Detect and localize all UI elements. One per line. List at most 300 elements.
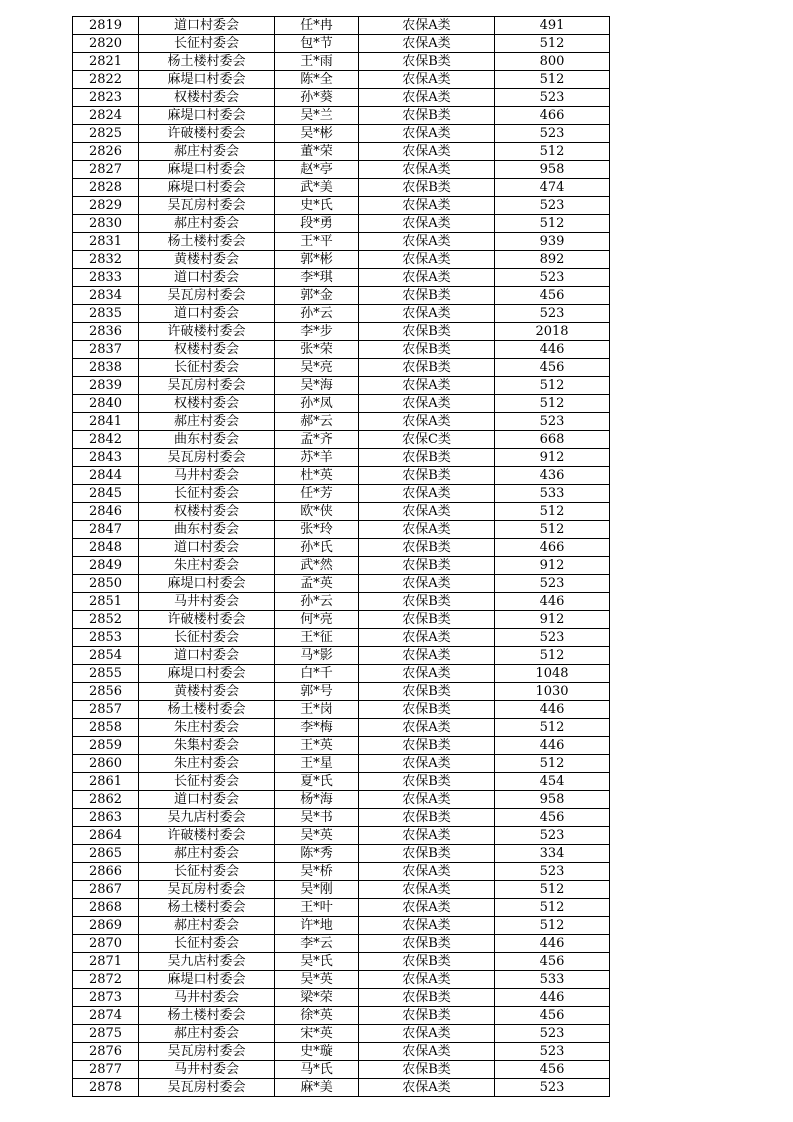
data-table-container: [72, 16, 609, 1097]
person-name-cell: 王*星: [275, 755, 359, 773]
village-committee-cell: 郝庄村委会: [139, 845, 275, 863]
amount-cell: 456: [495, 809, 610, 827]
row-number-cell: 2820: [73, 35, 139, 53]
amount-cell: 523: [495, 827, 610, 845]
person-name-cell: 吴*桥: [275, 863, 359, 881]
table-row: [73, 665, 610, 683]
amount-cell: 512: [495, 647, 610, 665]
row-number-cell: 2856: [73, 683, 139, 701]
insurance-type-cell: 农保B类: [359, 323, 495, 341]
person-name-cell: 杨*海: [275, 791, 359, 809]
amount-cell: 523: [495, 89, 610, 107]
amount-cell: 491: [495, 17, 610, 35]
village-committee-cell: 吴瓦房村委会: [139, 449, 275, 467]
row-number-cell: 2819: [73, 17, 139, 35]
row-number-cell: 2822: [73, 71, 139, 89]
row-number-cell: 2840: [73, 395, 139, 413]
insurance-type-cell: 农保A类: [359, 647, 495, 665]
row-number-cell: 2853: [73, 629, 139, 647]
insurance-type-cell: 农保A类: [359, 89, 495, 107]
table-row: [73, 449, 610, 467]
person-name-cell: 李*梅: [275, 719, 359, 737]
table-row: [73, 593, 610, 611]
table-row: [73, 719, 610, 737]
insurance-type-cell: 农保A类: [359, 377, 495, 395]
village-committee-cell: 朱集村委会: [139, 737, 275, 755]
person-name-cell: 孙*氏: [275, 539, 359, 557]
row-number-cell: 2862: [73, 791, 139, 809]
person-name-cell: 陈*全: [275, 71, 359, 89]
table-row: [73, 71, 610, 89]
insurance-type-cell: 农保B类: [359, 53, 495, 71]
amount-cell: 474: [495, 179, 610, 197]
amount-cell: 958: [495, 161, 610, 179]
table-row: [73, 341, 610, 359]
row-number-cell: 2838: [73, 359, 139, 377]
row-number-cell: 2825: [73, 125, 139, 143]
table-row: [73, 125, 610, 143]
table-row: [73, 881, 610, 899]
insurance-type-cell: 农保A类: [359, 827, 495, 845]
table-row: [73, 17, 610, 35]
insurance-type-cell: 农保A类: [359, 881, 495, 899]
village-committee-cell: 马井村委会: [139, 989, 275, 1007]
village-committee-cell: 长征村委会: [139, 485, 275, 503]
village-committee-cell: 马井村委会: [139, 467, 275, 485]
insurance-type-cell: 农保B类: [359, 809, 495, 827]
person-name-cell: 杜*英: [275, 467, 359, 485]
village-committee-cell: 马井村委会: [139, 593, 275, 611]
row-number-cell: 2869: [73, 917, 139, 935]
person-name-cell: 苏*羊: [275, 449, 359, 467]
person-name-cell: 史*璇: [275, 1043, 359, 1061]
insurance-type-cell: 农保A类: [359, 899, 495, 917]
amount-cell: 456: [495, 287, 610, 305]
amount-cell: 668: [495, 431, 610, 449]
table-row: [73, 107, 610, 125]
row-number-cell: 2834: [73, 287, 139, 305]
village-committee-cell: 道口村委会: [139, 269, 275, 287]
table-row: [73, 89, 610, 107]
amount-cell: 512: [495, 143, 610, 161]
person-name-cell: 李*云: [275, 935, 359, 953]
row-number-cell: 2847: [73, 521, 139, 539]
table-row: [73, 809, 610, 827]
table-row: [73, 143, 610, 161]
village-committee-cell: 杨土楼村委会: [139, 899, 275, 917]
person-name-cell: 徐*英: [275, 1007, 359, 1025]
person-name-cell: 武*美: [275, 179, 359, 197]
insurance-type-cell: 农保A类: [359, 521, 495, 539]
amount-cell: 334: [495, 845, 610, 863]
row-number-cell: 2876: [73, 1043, 139, 1061]
table-row: [73, 53, 610, 71]
table-row: [73, 413, 610, 431]
village-committee-cell: 权楼村委会: [139, 503, 275, 521]
village-committee-cell: 麻堤口村委会: [139, 575, 275, 593]
row-number-cell: 2827: [73, 161, 139, 179]
row-number-cell: 2841: [73, 413, 139, 431]
table-row: [73, 305, 610, 323]
person-name-cell: 郭*号: [275, 683, 359, 701]
row-number-cell: 2842: [73, 431, 139, 449]
amount-cell: 958: [495, 791, 610, 809]
village-committee-cell: 吴瓦房村委会: [139, 197, 275, 215]
insurance-type-cell: 农保A类: [359, 413, 495, 431]
insurance-type-cell: 农保A类: [359, 971, 495, 989]
row-number-cell: 2850: [73, 575, 139, 593]
village-committee-cell: 曲东村委会: [139, 431, 275, 449]
row-number-cell: 2866: [73, 863, 139, 881]
row-number-cell: 2833: [73, 269, 139, 287]
village-committee-cell: 黄楼村委会: [139, 683, 275, 701]
village-committee-cell: 杨土楼村委会: [139, 233, 275, 251]
insurance-type-cell: 农保A类: [359, 863, 495, 881]
village-committee-cell: 吴瓦房村委会: [139, 1079, 275, 1097]
amount-cell: 892: [495, 251, 610, 269]
village-committee-cell: 吴瓦房村委会: [139, 377, 275, 395]
person-name-cell: 郭*金: [275, 287, 359, 305]
insurance-type-cell: 农保A类: [359, 485, 495, 503]
insurance-type-cell: 农保B类: [359, 773, 495, 791]
row-number-cell: 2857: [73, 701, 139, 719]
person-name-cell: 吴*彬: [275, 125, 359, 143]
table-row: [73, 377, 610, 395]
insurance-type-cell: 农保A类: [359, 17, 495, 35]
village-committee-cell: 许破楼村委会: [139, 125, 275, 143]
person-name-cell: 梁*荣: [275, 989, 359, 1007]
row-number-cell: 2837: [73, 341, 139, 359]
table-row: [73, 791, 610, 809]
row-number-cell: 2874: [73, 1007, 139, 1025]
person-name-cell: 赵*亭: [275, 161, 359, 179]
table-row: [73, 683, 610, 701]
insurance-type-cell: 农保A类: [359, 1043, 495, 1061]
village-committee-cell: 许破楼村委会: [139, 611, 275, 629]
village-committee-cell: 吴九店村委会: [139, 809, 275, 827]
village-committee-cell: 长征村委会: [139, 35, 275, 53]
village-committee-cell: 道口村委会: [139, 791, 275, 809]
village-committee-cell: 郝庄村委会: [139, 143, 275, 161]
person-name-cell: 白*千: [275, 665, 359, 683]
insurance-type-cell: 农保B类: [359, 449, 495, 467]
village-committee-cell: 权楼村委会: [139, 341, 275, 359]
village-committee-cell: 许破楼村委会: [139, 827, 275, 845]
amount-cell: 512: [495, 917, 610, 935]
amount-cell: 446: [495, 737, 610, 755]
row-number-cell: 2867: [73, 881, 139, 899]
amount-cell: 2018: [495, 323, 610, 341]
insurance-type-cell: 农保A类: [359, 917, 495, 935]
table-row: [73, 233, 610, 251]
village-committee-cell: 吴瓦房村委会: [139, 881, 275, 899]
village-committee-cell: 杨土楼村委会: [139, 701, 275, 719]
amount-cell: 523: [495, 305, 610, 323]
village-committee-cell: 马井村委会: [139, 1061, 275, 1079]
person-name-cell: 任*冉: [275, 17, 359, 35]
row-number-cell: 2823: [73, 89, 139, 107]
amount-cell: 939: [495, 233, 610, 251]
data-table: [72, 16, 610, 1097]
amount-cell: 1048: [495, 665, 610, 683]
table-row: [73, 323, 610, 341]
amount-cell: 912: [495, 449, 610, 467]
row-number-cell: 2859: [73, 737, 139, 755]
table-row: [73, 1025, 610, 1043]
village-committee-cell: 吴瓦房村委会: [139, 1043, 275, 1061]
insurance-type-cell: 农保A类: [359, 503, 495, 521]
village-committee-cell: 朱庄村委会: [139, 557, 275, 575]
village-committee-cell: 朱庄村委会: [139, 755, 275, 773]
insurance-type-cell: 农保A类: [359, 269, 495, 287]
table-row: [73, 269, 610, 287]
insurance-type-cell: 农保A类: [359, 719, 495, 737]
person-name-cell: 郝*云: [275, 413, 359, 431]
person-name-cell: 孙*云: [275, 593, 359, 611]
village-committee-cell: 权楼村委会: [139, 89, 275, 107]
table-row: [73, 1007, 610, 1025]
row-number-cell: 2831: [73, 233, 139, 251]
amount-cell: 446: [495, 593, 610, 611]
amount-cell: 533: [495, 485, 610, 503]
insurance-type-cell: 农保B类: [359, 593, 495, 611]
person-name-cell: 宋*英: [275, 1025, 359, 1043]
row-number-cell: 2844: [73, 467, 139, 485]
person-name-cell: 吴*氏: [275, 953, 359, 971]
table-row: [73, 611, 610, 629]
amount-cell: 466: [495, 107, 610, 125]
village-committee-cell: 道口村委会: [139, 647, 275, 665]
village-committee-cell: 郝庄村委会: [139, 1025, 275, 1043]
table-row: [73, 521, 610, 539]
row-number-cell: 2836: [73, 323, 139, 341]
person-name-cell: 吴*刚: [275, 881, 359, 899]
row-number-cell: 2835: [73, 305, 139, 323]
amount-cell: 523: [495, 269, 610, 287]
person-name-cell: 孙*凤: [275, 395, 359, 413]
person-name-cell: 孙*云: [275, 305, 359, 323]
amount-cell: 456: [495, 359, 610, 377]
row-number-cell: 2845: [73, 485, 139, 503]
amount-cell: 512: [495, 395, 610, 413]
insurance-type-cell: 农保C类: [359, 431, 495, 449]
table-row: [73, 251, 610, 269]
row-number-cell: 2849: [73, 557, 139, 575]
amount-cell: 466: [495, 539, 610, 557]
person-name-cell: 欧*侠: [275, 503, 359, 521]
person-name-cell: 何*亮: [275, 611, 359, 629]
village-committee-cell: 麻堤口村委会: [139, 161, 275, 179]
insurance-type-cell: 农保B类: [359, 341, 495, 359]
insurance-type-cell: 农保A类: [359, 143, 495, 161]
person-name-cell: 王*叶: [275, 899, 359, 917]
insurance-type-cell: 农保A类: [359, 629, 495, 647]
person-name-cell: 李*琪: [275, 269, 359, 287]
person-name-cell: 王*岗: [275, 701, 359, 719]
row-number-cell: 2851: [73, 593, 139, 611]
table-row: [73, 755, 610, 773]
table-row: [73, 827, 610, 845]
row-number-cell: 2824: [73, 107, 139, 125]
village-committee-cell: 长征村委会: [139, 935, 275, 953]
table-row: [73, 485, 610, 503]
person-name-cell: 马*氏: [275, 1061, 359, 1079]
insurance-type-cell: 农保B类: [359, 539, 495, 557]
insurance-type-cell: 农保A类: [359, 791, 495, 809]
insurance-type-cell: 农保B类: [359, 611, 495, 629]
village-committee-cell: 麻堤口村委会: [139, 971, 275, 989]
table-row: [73, 557, 610, 575]
amount-cell: 512: [495, 719, 610, 737]
insurance-type-cell: 农保A类: [359, 215, 495, 233]
row-number-cell: 2848: [73, 539, 139, 557]
row-number-cell: 2863: [73, 809, 139, 827]
amount-cell: 512: [495, 215, 610, 233]
person-name-cell: 麻*美: [275, 1079, 359, 1097]
table-row: [73, 539, 610, 557]
row-number-cell: 2829: [73, 197, 139, 215]
amount-cell: 436: [495, 467, 610, 485]
table-row: [73, 899, 610, 917]
table-row: [73, 35, 610, 53]
row-number-cell: 2860: [73, 755, 139, 773]
person-name-cell: 孙*葵: [275, 89, 359, 107]
amount-cell: 1030: [495, 683, 610, 701]
amount-cell: 446: [495, 989, 610, 1007]
village-committee-cell: 道口村委会: [139, 305, 275, 323]
insurance-type-cell: 农保B类: [359, 107, 495, 125]
row-number-cell: 2870: [73, 935, 139, 953]
insurance-type-cell: 农保A类: [359, 305, 495, 323]
person-name-cell: 段*勇: [275, 215, 359, 233]
row-number-cell: 2843: [73, 449, 139, 467]
table-row: [73, 971, 610, 989]
person-name-cell: 李*步: [275, 323, 359, 341]
table-row: [73, 575, 610, 593]
table-row: [73, 989, 610, 1007]
amount-cell: 446: [495, 341, 610, 359]
row-number-cell: 2854: [73, 647, 139, 665]
table-row: [73, 467, 610, 485]
person-name-cell: 王*征: [275, 629, 359, 647]
person-name-cell: 马*影: [275, 647, 359, 665]
insurance-type-cell: 农保B类: [359, 989, 495, 1007]
table-row: [73, 701, 610, 719]
insurance-type-cell: 农保A类: [359, 125, 495, 143]
row-number-cell: 2821: [73, 53, 139, 71]
amount-cell: 912: [495, 611, 610, 629]
amount-cell: 523: [495, 1079, 610, 1097]
row-number-cell: 2873: [73, 989, 139, 1007]
person-name-cell: 张*荣: [275, 341, 359, 359]
person-name-cell: 董*荣: [275, 143, 359, 161]
amount-cell: 912: [495, 557, 610, 575]
village-committee-cell: 麻堤口村委会: [139, 107, 275, 125]
table-row: [73, 917, 610, 935]
person-name-cell: 夏*氏: [275, 773, 359, 791]
village-committee-cell: 权楼村委会: [139, 395, 275, 413]
table-row: [73, 431, 610, 449]
person-name-cell: 吴*书: [275, 809, 359, 827]
person-name-cell: 吴*兰: [275, 107, 359, 125]
person-name-cell: 王*平: [275, 233, 359, 251]
village-committee-cell: 长征村委会: [139, 629, 275, 647]
amount-cell: 456: [495, 1061, 610, 1079]
table-row: [73, 953, 610, 971]
table-row: [73, 1061, 610, 1079]
village-committee-cell: 长征村委会: [139, 773, 275, 791]
village-committee-cell: 吴九店村委会: [139, 953, 275, 971]
amount-cell: 454: [495, 773, 610, 791]
person-name-cell: 王*英: [275, 737, 359, 755]
amount-cell: 512: [495, 755, 610, 773]
insurance-type-cell: 农保B类: [359, 557, 495, 575]
amount-cell: 523: [495, 413, 610, 431]
insurance-type-cell: 农保B类: [359, 737, 495, 755]
row-number-cell: 2877: [73, 1061, 139, 1079]
insurance-type-cell: 农保A类: [359, 197, 495, 215]
table-row: [73, 359, 610, 377]
table-row: [73, 629, 610, 647]
amount-cell: 533: [495, 971, 610, 989]
village-committee-cell: 杨土楼村委会: [139, 1007, 275, 1025]
table-row: [73, 1043, 610, 1061]
table-row: [73, 197, 610, 215]
village-committee-cell: 麻堤口村委会: [139, 179, 275, 197]
person-name-cell: 陈*秀: [275, 845, 359, 863]
person-name-cell: 王*雨: [275, 53, 359, 71]
table-row: [73, 503, 610, 521]
village-committee-cell: 道口村委会: [139, 17, 275, 35]
insurance-type-cell: 农保B类: [359, 179, 495, 197]
insurance-type-cell: 农保A类: [359, 575, 495, 593]
person-name-cell: 吴*英: [275, 827, 359, 845]
row-number-cell: 2868: [73, 899, 139, 917]
amount-cell: 512: [495, 899, 610, 917]
insurance-type-cell: 农保A类: [359, 161, 495, 179]
insurance-type-cell: 农保A类: [359, 665, 495, 683]
amount-cell: 523: [495, 1043, 610, 1061]
row-number-cell: 2865: [73, 845, 139, 863]
village-committee-cell: 麻堤口村委会: [139, 665, 275, 683]
row-number-cell: 2855: [73, 665, 139, 683]
row-number-cell: 2871: [73, 953, 139, 971]
table-row: [73, 179, 610, 197]
village-committee-cell: 道口村委会: [139, 539, 275, 557]
table-row: [73, 1079, 610, 1097]
table-row: [73, 773, 610, 791]
table-row: [73, 287, 610, 305]
amount-cell: 512: [495, 377, 610, 395]
insurance-type-cell: 农保A类: [359, 755, 495, 773]
person-name-cell: 郭*彬: [275, 251, 359, 269]
table-row: [73, 395, 610, 413]
row-number-cell: 2832: [73, 251, 139, 269]
insurance-type-cell: 农保B类: [359, 1061, 495, 1079]
village-committee-cell: 长征村委会: [139, 863, 275, 881]
village-committee-cell: 郝庄村委会: [139, 917, 275, 935]
person-name-cell: 孟*齐: [275, 431, 359, 449]
table-row: [73, 863, 610, 881]
amount-cell: 512: [495, 35, 610, 53]
amount-cell: 446: [495, 701, 610, 719]
amount-cell: 523: [495, 575, 610, 593]
insurance-type-cell: 农保B类: [359, 935, 495, 953]
row-number-cell: 2872: [73, 971, 139, 989]
insurance-type-cell: 农保A类: [359, 1025, 495, 1043]
amount-cell: 523: [495, 629, 610, 647]
village-committee-cell: 杨土楼村委会: [139, 53, 275, 71]
